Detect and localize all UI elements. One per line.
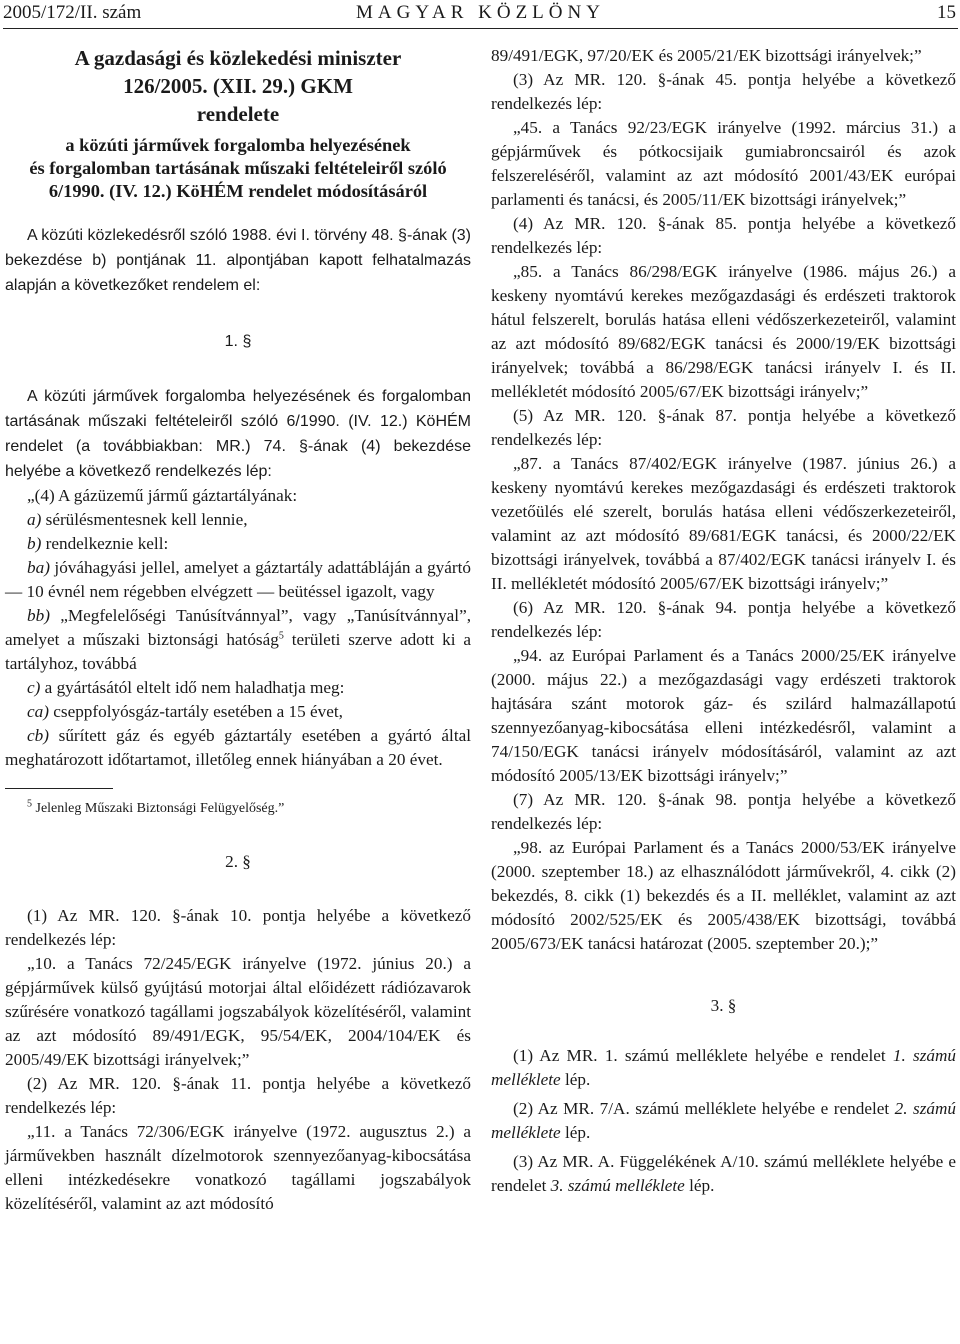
section-3-heading: 3. § [710, 996, 737, 1015]
decree-title-line-2: 126/2005. (XII. 29.) GKM [123, 74, 353, 98]
item-cb: cb) sűrített gáz és egyéb gáztartály esetében a gyártó által meghatározott időtartamot, illetőleg ennek hiányában a 20 évet. [5, 726, 472, 769]
left-column [5, 44, 471, 1216]
page-number: 15 [937, 2, 956, 23]
section-3-para-3: (3) Az MR. A. Függelékének A/10. számú melléklete helyébe e rendelet 3. számú melléklete lép. [491, 1152, 956, 1195]
quote-87: „87. a Tanács 87/402/EGK irányelve (1987. június 26.) a keskeny nyomtávú kerekes mezőgazdasági és erdészeti traktorok vezetőülés elé szerelt, borulás hatása elleni védőszerkezeteiről, valamint az azt módosító 89/681/EGK tanácsi, és 2000/22/EK bizottsági irányelvek, továbbá a 87/402/EGK tanácsi irányelv I. és II. mellékletét módosító 2005/67/EK bizottsági irányelv;” [491, 454, 956, 593]
item-ca: ca) cseppfolyósgáz-tartály esetében a 15 évet, [27, 702, 343, 721]
section-2-quote-1: „10. a Tanács 72/245/EGK irányelve (1972. június 20.) a gépjárművek külső gyújtású motorjai által előidézett rádiózavarok szűrésére vonatkozó tagállami jogszabályok közelítéséről, valamint az azt módosító 89/491/EGK, 95/54/EK, 2004/104/EK és 2005/49/EK bizottsági irányelvek;” [5, 954, 471, 1069]
section-1-quote: „(4) A gázüzemű jármű gáztartályának: [27, 486, 298, 505]
quote-98: „98. az Európai Parlament és a Tanács 2000/53/EK irányelve (2000. szeptember 18.) az elhasználódott járművekről, 4. cikk (2) bekezdés, 8. cikk (1) bekezdés és a II. melléklet, valamint az azt módosító 2002/525/EK és 2005/438/EK bizottsági, továbbá 2005/673/EK tanácsi határozat (2005. szeptember 20.);” [491, 838, 956, 953]
para-3: (3) Az MR. 120. §-ának 45. pontja helyébe a következő rendelkezés lép: [491, 70, 956, 113]
section-2-quote-2: „11. a Tanács 72/306/EGK irányelve (1972. augusztus 2.) a járművekben használt dízelmotorok szennyezőanyag-kibocsátása elleni intézkedésekre vonatkozó tagállami jogszabályok közelítéséről, valamint az azt módosító [5, 1122, 471, 1213]
item-c: c) a gyártásától eltelt idő nem haladhatja meg: [27, 678, 345, 697]
section-2-para-1: (1) Az MR. 120. §-ának 10. pontja helyébe a következő rendelkezés lép: [5, 906, 471, 949]
section-1-heading: 1. § [224, 333, 252, 350]
item-a: a) sérülésmentesnek kell lennie, [27, 510, 248, 529]
right-column [491, 44, 956, 1198]
quote-94: „94. az Európai Parlament és a Tanács 2000/25/EK irányelve (2000. május 22.) a mezőgazdasági vagy erdészeti traktorok hajtására szánt motorok gáz- és szilárd halmazállapotú szennyezőanyag-kibocsátása elleni intézkedésről, valamint a 74/150/EGK tanácsi irányelv módosításáról, valamint az azt módosító 2005/13/EK bizottsági irányelv;” [491, 646, 956, 785]
decree-subtitle-line-1: a közúti járművek forgalomba helyezésének [65, 135, 411, 155]
decree-title-line-1: A gazdasági és közlekedési miniszter [74, 46, 402, 70]
section-2-heading: 2. § [225, 852, 251, 871]
para-7: (7) Az MR. 120. §-ának 98. pontja helyébe a következő rendelkezés lép: [491, 790, 956, 833]
issue-number: 2005/172/II. szám [3, 2, 142, 23]
item-bb: bb) „Megfelelőségi Tanúsítvánnyal”, vagy „Tanúsítvánnyal”, amelyet a műszaki biztonsági hatóság$^5$ területi szerve adott ki a tartályhoz, továbbá [5, 606, 472, 673]
header-rule [3, 28, 958, 29]
continuation: 89/491/EGK, 97/20/EK és 2005/21/EK bizottsági irányelvek;” [491, 46, 922, 65]
para-4: (4) Az MR. 120. §-ának 85. pontja helyébe a következő rendelkezés lép: [491, 214, 956, 257]
section-3-para-1: (1) Az MR. 1. számú melléklete helyébe e rendelet 1. számú melléklete lép. [491, 1046, 956, 1089]
para-6: (6) Az MR. 120. §-ának 94. pontja helyébe a következő rendelkezés lép: [491, 598, 956, 641]
section-3-para-2: (2) Az MR. 7/A. számú melléklete helyébe e rendelet 2. számú melléklete lép. [491, 1099, 956, 1142]
journal-title: MAGYAR KÖZLÖNY [356, 2, 605, 23]
footnote-rule [5, 788, 113, 789]
decree-subtitle-line-2: és forgalomban tartásának műszaki feltételeiről szóló [29, 158, 447, 178]
section-1-text: A közúti járművek forgalomba helyezésének és forgalomban tartásának műszaki feltételeiről szóló 6/1990. (IV. 12.) KöHÉM rendelet (a továbbiakban: MR.) 74. §-ának (4) bekezdése helyébe a következő rendelkezés lép: [5, 388, 471, 480]
footnote: $^5$ Jelenleg Műszaki Biztonsági Felügyelőség.” [27, 798, 285, 816]
item-b: b) rendelkeznie kell: [27, 534, 169, 553]
decree-title-line-3: rendelete [196, 102, 280, 126]
footnote-ref: 5 [278, 630, 284, 642]
section-2-para-2: (2) Az MR. 120. §-ának 11. pontja helyébe a következő rendelkezés lép: [5, 1074, 471, 1117]
quote-45: „45. a Tanács 92/23/EGK irányelve (1992. március 31.) a gépjárművek és pótkocsijaik gumiabroncsairól és azok felszereléséről, valamint az azt módosító 2001/43/EK európai parlamenti és tanácsi, és 2005/11/EK bizottsági irányelvek;” [491, 118, 956, 209]
page-header [3, 0, 958, 26]
quote-85: „85. a Tanács 86/298/EGK irányelve (1986. május 26.) a keskeny nyomtávú kerekes mezőgazdasági és erdészeti traktorok hátul felszerelt, borulás hatása elleni védőszerkezeteiről, valamint az azt módosító 89/682/EGK tanácsi és 2000/19/EK bizottsági irányelvek; továbbá a 86/298/EGK tanácsi irányelv I. és II. mellékletét módosító 2005/67/EK bizottsági irányelv;” [491, 262, 956, 401]
preamble: A közúti közlekedésről szóló 1988. évi I. törvény 48. §-ának (3) bekezdése b) pontjának 11. alpontjában kapott felhatalmazás alapján a következőket rendelem el: [5, 227, 471, 294]
decree-subtitle-line-3: 6/1990. (IV. 12.) KöHÉM rendelet módosításáról [48, 181, 428, 201]
para-5: (5) Az MR. 120. §-ának 87. pontja helyébe a következő rendelkezés lép: [491, 406, 956, 449]
item-ba: ba) jóváhagyási jellel, amelyet a gáztartály adattábláján a gyártó — 10 évnél nem régebben elvégzett — beütéssel igazolt, vagy [5, 558, 471, 601]
